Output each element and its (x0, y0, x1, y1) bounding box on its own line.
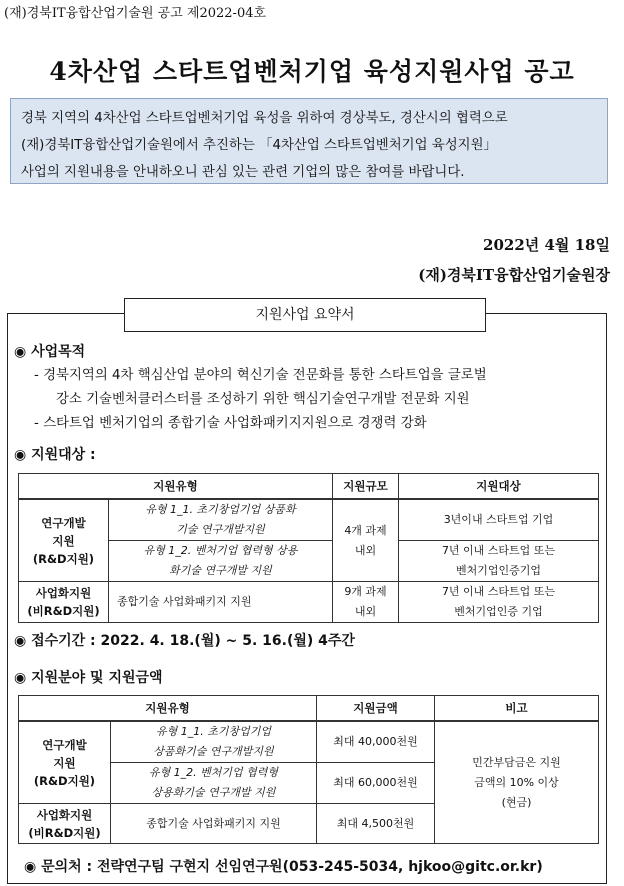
amount-cell: 최대 60,000천원 (317, 763, 435, 804)
col-header: 지원유형 (19, 696, 317, 722)
amount-heading: ◉ 지원분야 및 지원금액 (14, 670, 163, 686)
cell-line: 7년 이내 스타트업 또는 (441, 585, 556, 598)
scale-cell (333, 499, 399, 582)
issuer: (재)경북IT융합산업기술원장 (418, 266, 610, 284)
cell-line: (비R&D지원) (27, 604, 100, 618)
cell-line: 화기술 연구개발 지원 (169, 564, 272, 577)
category-cell (19, 582, 109, 623)
col-header: 지원규모 (333, 474, 399, 500)
cell-line: 상용화기술 연구개발 지원 (151, 786, 276, 799)
cell-line: 유형 1_1. 초기창업기업 (156, 725, 271, 738)
type-cell (111, 763, 317, 804)
table-header-row (19, 474, 599, 500)
amount-cell: 최대 4,500천원 (317, 804, 435, 844)
cell-line: 7년 이내 스타트업 또는 (441, 544, 556, 557)
target-cell (399, 582, 599, 623)
cell-line: 내외 (354, 605, 377, 618)
cell-line: 유형 1_2. 벤처기업 협력형 상용 (143, 544, 298, 557)
cell-line: (현금) (501, 795, 532, 809)
cell-line: 기술 연구개발지원 (176, 523, 265, 536)
cell-line: 금액의 10% 이상 (474, 775, 559, 789)
intro-line: (재)경북IT융합산업기술원에서 추진하는 「4차산업 스타트업벤처기업 육성지원」 (21, 138, 497, 153)
target-cell (399, 541, 599, 582)
category-cell (19, 721, 111, 804)
summary-title: 지원사업 요약서 (124, 298, 486, 332)
purpose-bullet: 강소 기술벤처클러스터를 조성하기 위한 핵심기술연구개발 전문화 지원 (56, 392, 470, 407)
cell-line: 내외 (354, 543, 377, 557)
cell-line: 연구개발 (41, 515, 86, 530)
col-header: 지원금액 (317, 696, 435, 722)
target-heading: ◉ 지원대상 : (14, 447, 96, 463)
col-header: 지원대상 (399, 474, 599, 500)
category-cell (19, 499, 109, 582)
type-cell: 종합기술 사업화패키지 지원 (111, 804, 317, 844)
table-row (19, 499, 599, 541)
cell-line: 민간부담금은 지원 (472, 755, 561, 769)
cell-line: 벤처기업인증기업 (455, 564, 541, 577)
type-cell (111, 721, 317, 763)
cell-line: 9개 과제 (344, 585, 387, 598)
intro-line: 사업의 지원내용을 안내하오니 관심 있는 관련 기업의 많은 참여를 바랍니다. (21, 165, 465, 180)
table-row (19, 721, 599, 763)
type-cell: 종합기술 사업화패키지 지원 (109, 582, 333, 623)
purpose-bullet: - 스타트업 벤처기업의 종합기술 사업화패키지지원으로 경쟁력 강화 (34, 416, 427, 431)
note-cell (435, 721, 599, 844)
cell-line: 벤처기업인증 기업 (454, 605, 543, 618)
cell-line: 사업화지원 (35, 586, 92, 600)
amount-table (18, 695, 599, 844)
category-cell (19, 804, 111, 844)
intro-box (10, 98, 608, 184)
intro-line: 경북 지역의 4차산업 스타트업벤처기업 육성을 위하여 경상북도, 경산시의 협력으로 (21, 111, 508, 126)
cell-line: 사업화지원 (36, 807, 93, 822)
cell-line: 상품화기술 연구개발지원 (153, 745, 274, 758)
scale-cell (333, 582, 399, 623)
cell-line: 4개 과제 (344, 523, 387, 537)
cell-line: 지원 (52, 533, 75, 548)
cell-line: 지원 (53, 755, 76, 770)
target-table (18, 473, 599, 623)
amount-cell: 최대 40,000천원 (317, 721, 435, 763)
col-header: 비고 (435, 696, 599, 722)
purpose-heading: ◉ 사업목적 (14, 344, 86, 360)
contact-info: ◉ 문의처 : 전략연구팀 구현지 선임연구원(053-245-5034, hjkoo@gitc.or.kr) (24, 859, 543, 875)
table-row (19, 582, 599, 623)
cell-line: 유형 1_2. 벤처기업 협력형 (148, 766, 279, 779)
target-cell: 3년이내 스타트업 기업 (399, 499, 599, 541)
purpose-bullet: - 경북지역의 4차 핵심산업 분야의 혁신기술 전문화를 통한 스타트업을 글로벌 (34, 368, 487, 383)
table-header-row (19, 696, 599, 722)
notice-number: (재)경북IT융합산업기술원 공고 제2022-04호 (4, 6, 267, 21)
type-cell (109, 541, 333, 582)
application-period: ◉ 접수기간 : 2022. 4. 18.(월) ~ 5. 16.(월) 4주간 (14, 633, 355, 649)
type-cell (109, 499, 333, 541)
cell-line: 유형 1_1. 초기창업기업 상품화 (145, 503, 296, 516)
cell-line: 연구개발 (42, 737, 87, 752)
notice-date: 2022년 4월 18일 (483, 236, 610, 254)
cell-line: (R&D지원) (33, 773, 96, 788)
page-title: 4차산업 스타트업벤처기업 육성지원사업 공고 (49, 57, 575, 86)
col-header: 지원유형 (19, 474, 333, 500)
cell-line: (R&D지원) (32, 551, 95, 566)
cell-line: (비R&D지원) (28, 825, 101, 840)
